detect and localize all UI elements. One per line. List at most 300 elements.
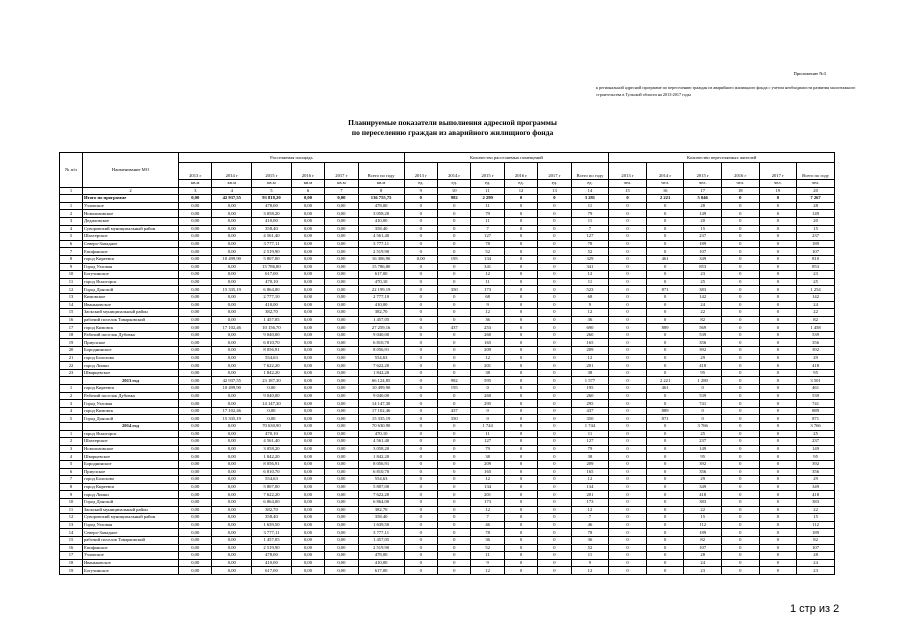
value-cell: 0: [609, 552, 647, 560]
value-cell: 0,00: [212, 445, 252, 453]
value-cell: 209: [571, 347, 609, 355]
value-cell: 0: [759, 316, 797, 324]
value-cell: 0: [404, 476, 437, 484]
value-cell: 0: [438, 536, 471, 544]
value-cell: 595: [471, 377, 504, 385]
value-cell: 0: [504, 498, 537, 506]
value-cell: 0,00: [291, 423, 324, 431]
value-cell: 0,00: [179, 521, 212, 529]
table-row: [60, 210, 835, 218]
value-cell: 0: [609, 278, 647, 286]
value-cell: 0: [759, 255, 797, 263]
municipality-name: Приупское: [82, 468, 178, 476]
value-cell: 0: [404, 423, 437, 431]
value-cell: 0: [504, 514, 537, 522]
value-cell: 295: [471, 400, 504, 408]
value-cell: 0: [438, 491, 471, 499]
value-cell: 20: [684, 217, 722, 225]
value-cell: 0: [721, 460, 759, 468]
value-cell: 0: [721, 293, 759, 301]
value-cell: 0,00: [212, 460, 252, 468]
section-row: [60, 377, 835, 385]
value-cell: 11: [471, 217, 504, 225]
value-cell: 0: [471, 415, 504, 423]
value-cell: 0,00: [179, 552, 212, 560]
value-cell: 0: [759, 407, 797, 415]
value-cell: 0,00: [179, 210, 212, 218]
row-number: 15: [60, 536, 83, 544]
value-cell: 0: [504, 423, 537, 431]
value-cell: 0,00: [179, 415, 212, 423]
rooms-year-header: 2017 г: [538, 163, 571, 180]
value-cell: 0: [538, 529, 571, 537]
value-cell: 9: [471, 301, 504, 309]
value-cell: 0: [438, 438, 471, 446]
value-cell: 195: [571, 385, 609, 393]
value-cell: 0: [721, 521, 759, 529]
value-cell: 0: [438, 453, 471, 461]
value-cell: 0,00: [291, 233, 324, 241]
value-cell: 0: [504, 468, 537, 476]
value-cell: 0: [438, 301, 471, 309]
value-cell: 0: [609, 286, 647, 294]
value-cell: 0: [471, 407, 504, 415]
value-cell: 0: [646, 339, 684, 347]
value-cell: 0,00: [179, 339, 212, 347]
value-cell: 15 786,80: [358, 263, 404, 271]
value-cell: 0,00: [291, 324, 324, 332]
value-cell: 0: [504, 255, 537, 263]
value-cell: 0: [759, 301, 797, 309]
value-cell: 10 499,90: [358, 385, 404, 393]
value-cell: 165: [571, 339, 609, 347]
table-row: [60, 536, 835, 544]
table-row: [60, 286, 835, 294]
value-cell: 0: [646, 240, 684, 248]
value-cell: 1 254: [797, 286, 835, 294]
value-cell: 3 058,20: [358, 445, 404, 453]
value-cell: 0: [721, 559, 759, 567]
value-cell: 46: [471, 521, 504, 529]
value-cell: 0,00: [212, 453, 252, 461]
value-cell: 0: [404, 415, 437, 423]
value-cell: 201: [471, 362, 504, 370]
value-cell: 209: [471, 460, 504, 468]
value-cell: 0: [538, 195, 571, 203]
value-cell: 1 577: [571, 377, 609, 385]
value-cell: 149: [797, 210, 835, 218]
value-cell: 0,00: [212, 240, 252, 248]
value-cell: 0,00: [212, 354, 252, 362]
value-cell: 0: [646, 354, 684, 362]
value-cell: 0,00: [179, 506, 212, 514]
value-cell: 0: [404, 278, 437, 286]
value-cell: 0: [609, 248, 647, 256]
value-cell: 0: [759, 278, 797, 286]
value-cell: 0: [721, 240, 759, 248]
value-cell: 0,00: [212, 544, 252, 552]
value-cell: 24: [797, 301, 835, 309]
column-number: 2: [82, 187, 178, 195]
value-cell: 0: [609, 423, 647, 431]
value-cell: 741: [684, 400, 722, 408]
row-number: 6: [60, 240, 83, 248]
value-cell: 7: [571, 225, 609, 233]
value-cell: 0: [721, 255, 759, 263]
value-cell: 0: [609, 377, 647, 385]
row-number: 1: [60, 385, 83, 393]
value-cell: 0: [504, 544, 537, 552]
value-cell: 0: [609, 438, 647, 446]
value-cell: 0: [609, 392, 647, 400]
municipality-name: город Ясногорск: [82, 278, 178, 286]
value-cell: 0: [721, 309, 759, 317]
value-cell: 392: [684, 460, 722, 468]
value-cell: 0: [404, 331, 437, 339]
municipality-name: город Ясногорск: [82, 430, 178, 438]
value-cell: 0: [721, 217, 759, 225]
area-total-header: Всего по году: [358, 163, 404, 180]
value-cell: 0: [721, 536, 759, 544]
value-cell: 350: [438, 286, 471, 294]
value-cell: 189: [797, 529, 835, 537]
value-cell: 0: [609, 415, 647, 423]
value-cell: 0: [404, 483, 437, 491]
municipality-name: Иваньковское: [82, 559, 178, 567]
area-year-header: 2015 г: [252, 163, 292, 180]
value-cell: 0: [721, 400, 759, 408]
value-cell: 0,00: [325, 324, 358, 332]
value-cell: 2 519,90: [252, 544, 292, 552]
table-row: [60, 506, 835, 514]
value-cell: 0: [504, 324, 537, 332]
municipality-name: Узловское: [82, 552, 178, 560]
value-cell: 0: [609, 233, 647, 241]
value-cell: 0: [504, 217, 537, 225]
value-cell: 0,00: [291, 544, 324, 552]
municipality-name: Северо-Западное: [82, 529, 178, 537]
value-cell: 82: [797, 536, 835, 544]
value-cell: 0,00: [179, 293, 212, 301]
value-cell: 461: [646, 255, 684, 263]
value-cell: 0: [646, 316, 684, 324]
row-number: 3: [60, 445, 83, 453]
municipality-name: Город Донской: [82, 415, 178, 423]
value-cell: 358,40: [252, 514, 292, 522]
value-cell: 0: [538, 430, 571, 438]
value-cell: 112: [684, 521, 722, 529]
value-cell: 0,00: [325, 468, 358, 476]
value-cell: 173: [571, 498, 609, 506]
value-cell: 0: [609, 263, 647, 271]
value-cell: 0: [759, 263, 797, 271]
value-cell: 0,00: [212, 476, 252, 484]
rooms-year-header: 2013 г: [404, 163, 437, 180]
value-cell: 0: [538, 559, 571, 567]
value-cell: 392: [797, 347, 835, 355]
value-cell: 0: [438, 483, 471, 491]
value-cell: 10 499,90: [212, 255, 252, 263]
value-cell: 12: [571, 309, 609, 317]
value-cell: 0,00: [179, 316, 212, 324]
value-cell: 0: [609, 445, 647, 453]
table-row: [60, 476, 835, 484]
municipality-name: город Кимовск: [82, 407, 178, 415]
municipality-name: Город Донской: [82, 498, 178, 506]
value-cell: 237: [684, 233, 722, 241]
row-number: 11: [60, 278, 83, 286]
value-cell: 0,00: [291, 263, 324, 271]
value-cell: 6 810,70: [252, 468, 292, 476]
value-cell: 539: [684, 331, 722, 339]
municipality-name: Город Донской: [82, 286, 178, 294]
value-cell: 0,00: [325, 301, 358, 309]
column-number: 4: [212, 187, 252, 195]
row-number: 2: [60, 210, 83, 218]
value-cell: 356: [684, 339, 722, 347]
value-cell: 7 622,20: [252, 491, 292, 499]
value-cell: 0: [438, 347, 471, 355]
value-cell: 410,00: [358, 559, 404, 567]
value-cell: 0: [721, 347, 759, 355]
people-year-header: 2015 г: [684, 163, 722, 180]
value-cell: 11: [471, 202, 504, 210]
row-number: 5: [60, 233, 83, 241]
municipality-name: Кимовское: [82, 293, 178, 301]
value-cell: 0,00: [179, 362, 212, 370]
value-cell: 0,00: [291, 529, 324, 537]
value-cell: 0,00: [212, 559, 252, 567]
value-cell: 383: [684, 286, 722, 294]
municipality-name: город Болохово: [82, 354, 178, 362]
value-cell: 22: [797, 309, 835, 317]
value-cell: 0: [759, 225, 797, 233]
municipality-name: город Киреевск: [82, 483, 178, 491]
value-cell: 0: [646, 567, 684, 575]
value-cell: 0: [759, 362, 797, 370]
value-cell: 79: [571, 210, 609, 218]
table-row: [60, 400, 835, 408]
value-cell: 237: [797, 233, 835, 241]
row-number: 12: [60, 514, 83, 522]
value-cell: 0: [759, 202, 797, 210]
value-cell: 523: [571, 286, 609, 294]
value-cell: 0: [538, 301, 571, 309]
value-cell: 38: [571, 453, 609, 461]
table-row: [60, 339, 835, 347]
row-number: 10: [60, 271, 83, 279]
value-cell: 0: [504, 476, 537, 484]
value-cell: 0: [504, 529, 537, 537]
table-row: [60, 430, 835, 438]
value-cell: 1 842,20: [358, 369, 404, 377]
value-cell: 0: [538, 369, 571, 377]
value-cell: 0,00: [212, 301, 252, 309]
value-cell: 2 519,90: [252, 248, 292, 256]
value-cell: 3 058,20: [358, 210, 404, 218]
row-number: 4: [60, 225, 83, 233]
value-cell: 95: [797, 369, 835, 377]
rooms-year-header: 2015 г: [471, 163, 504, 180]
value-cell: 0: [646, 506, 684, 514]
value-cell: 8 056,91: [358, 347, 404, 355]
value-cell: 0: [759, 521, 797, 529]
document-heading: [180, 118, 725, 138]
value-cell: 78: [471, 529, 504, 537]
value-cell: 392: [797, 460, 835, 468]
value-cell: 0: [609, 460, 647, 468]
value-cell: 0,00: [179, 271, 212, 279]
value-cell: 0: [404, 369, 437, 377]
value-cell: 14 147,30: [358, 400, 404, 408]
value-cell: 0: [721, 430, 759, 438]
value-cell: 617,00: [252, 271, 292, 279]
table-row: [60, 233, 835, 241]
value-cell: 0: [646, 271, 684, 279]
rooms-unit-cell: ед.: [538, 180, 571, 188]
value-cell: 0: [609, 430, 647, 438]
value-cell: 5 807,00: [252, 255, 292, 263]
value-cell: 28: [684, 202, 722, 210]
value-cell: 0,00: [325, 536, 358, 544]
area-year-header: 2014 г: [212, 163, 252, 180]
value-cell: 0: [504, 506, 537, 514]
value-cell: 341: [571, 263, 609, 271]
value-cell: 0: [438, 354, 471, 362]
value-cell: 15: [684, 514, 722, 522]
value-cell: 0: [538, 468, 571, 476]
value-cell: 0: [609, 521, 647, 529]
value-cell: 0,00: [291, 278, 324, 286]
row-number: [60, 195, 83, 203]
value-cell: 25: [797, 430, 835, 438]
value-cell: 382,70: [358, 506, 404, 514]
value-cell: 0,00: [291, 506, 324, 514]
value-cell: 0: [609, 195, 647, 203]
value-cell: 7 267: [797, 195, 835, 203]
value-cell: 0,00: [325, 347, 358, 355]
value-cell: 127: [471, 233, 504, 241]
value-cell: 0: [609, 301, 647, 309]
row-number: 13: [60, 521, 83, 529]
value-cell: 165: [471, 339, 504, 347]
value-cell: 237: [684, 438, 722, 446]
table-row: [60, 552, 835, 560]
value-cell: 0: [609, 347, 647, 355]
value-cell: 7: [571, 514, 609, 522]
value-cell: 0,00: [212, 347, 252, 355]
value-cell: 810: [797, 255, 835, 263]
value-cell: 889: [797, 407, 835, 415]
row-number: 20: [60, 347, 83, 355]
table-row: [60, 415, 835, 423]
value-cell: 871: [646, 286, 684, 294]
value-cell: 52: [571, 248, 609, 256]
value-cell: 0,00: [291, 293, 324, 301]
value-cell: 554,63: [358, 476, 404, 484]
value-cell: 0: [609, 217, 647, 225]
row-number: 3: [60, 400, 83, 408]
value-cell: 0,00: [179, 536, 212, 544]
value-cell: 0: [404, 453, 437, 461]
value-cell: 0: [759, 286, 797, 294]
value-cell: 0: [609, 354, 647, 362]
row-number: 18: [60, 559, 83, 567]
value-cell: 0,00: [179, 255, 212, 263]
value-cell: 0: [646, 210, 684, 218]
rooms-unit-cell: ед.: [404, 180, 437, 188]
value-cell: 0,00: [325, 202, 358, 210]
value-cell: 79: [471, 445, 504, 453]
value-cell: 0: [609, 309, 647, 317]
value-cell: 201: [471, 491, 504, 499]
value-cell: 9 040,00: [252, 392, 292, 400]
value-cell: 0: [538, 210, 571, 218]
value-cell: 0: [504, 453, 537, 461]
people-unit-cell: чел.: [721, 180, 759, 188]
value-cell: 0: [646, 559, 684, 567]
value-cell: 0,00: [291, 331, 324, 339]
row-number: 5: [60, 460, 83, 468]
area-unit-cell: кв.м: [325, 180, 358, 188]
value-cell: 0: [504, 354, 537, 362]
value-cell: 853: [684, 263, 722, 271]
column-number: 10: [438, 187, 471, 195]
value-cell: 0: [404, 438, 437, 446]
value-cell: 0: [504, 567, 537, 575]
municipality-name: Иваньковское: [82, 301, 178, 309]
rooms-unit-cell: ед.: [504, 180, 537, 188]
value-cell: 0: [646, 392, 684, 400]
value-cell: 0: [538, 385, 571, 393]
value-cell: 3 777,11: [252, 529, 292, 537]
value-cell: 0: [721, 552, 759, 560]
value-cell: 0: [759, 240, 797, 248]
value-cell: 410,00: [358, 301, 404, 309]
table-row: [60, 460, 835, 468]
value-cell: 42 937,55: [212, 377, 252, 385]
value-cell: 15 335,19: [212, 415, 252, 423]
value-cell: 0: [438, 544, 471, 552]
value-cell: 10 499,90: [212, 385, 252, 393]
value-cell: 617,00: [252, 567, 292, 575]
value-cell: 0: [759, 445, 797, 453]
people-total-header: Всего по году: [797, 163, 835, 180]
value-cell: 0: [438, 430, 471, 438]
value-cell: 0: [538, 331, 571, 339]
value-cell: 0: [538, 293, 571, 301]
value-cell: 0: [438, 202, 471, 210]
value-cell: 0,00: [325, 354, 358, 362]
value-cell: 0: [438, 521, 471, 529]
value-cell: 0: [404, 217, 437, 225]
row-number: 2: [60, 392, 83, 400]
value-cell: 0: [646, 468, 684, 476]
value-cell: 0: [504, 339, 537, 347]
value-cell: 0: [504, 293, 537, 301]
municipality-name: Узловское: [82, 202, 178, 210]
value-cell: 0,00: [212, 567, 252, 575]
municipality-name: Новольвовское: [82, 445, 178, 453]
people-unit-cell: чел.: [646, 180, 684, 188]
value-cell: 0: [438, 567, 471, 575]
value-cell: 0: [504, 430, 537, 438]
value-cell: 0: [438, 316, 471, 324]
value-cell: 11: [571, 217, 609, 225]
value-cell: 871: [797, 415, 835, 423]
value-cell: 0: [721, 483, 759, 491]
table-row: [60, 240, 835, 248]
